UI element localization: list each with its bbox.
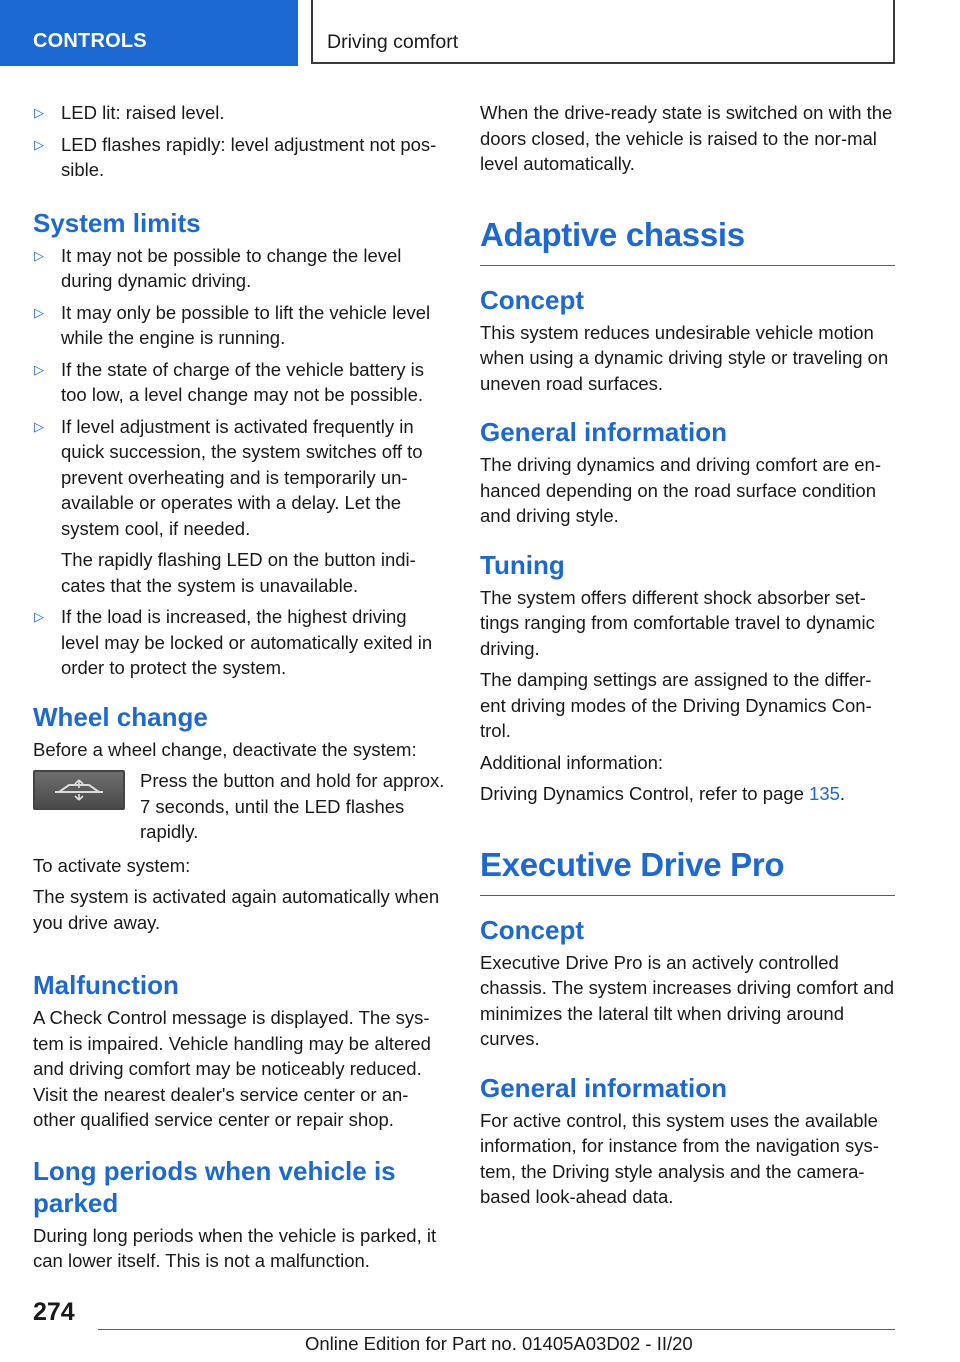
wheel-change-heading: Wheel change xyxy=(33,701,208,732)
list-item: ▷ It may not be possible to change the level during dynamic driving. xyxy=(34,244,402,291)
activate-label: To activate system: xyxy=(33,854,191,876)
additional-info-label: Additional information: xyxy=(480,751,664,773)
triangle-right-icon: ▷ xyxy=(34,361,44,377)
normal-level-text: When the drive-ready state is switched on with the doors closed, the vehicle is raised to the nor-mal level automatically. xyxy=(480,102,893,174)
triangle-right-icon: ▷ xyxy=(34,418,44,434)
list-item: ▷ LED lit: raised level. xyxy=(33,100,448,126)
triangle-right-icon: ▷ xyxy=(34,105,44,120)
executive-concept-heading: Concept xyxy=(480,914,584,945)
adaptive-concept-heading: Concept xyxy=(480,284,584,315)
button-hold-text: Press the button and hold for approx. 7 seconds, until the LED flashes rapidly. xyxy=(140,770,445,842)
right-column xyxy=(480,100,895,1216)
adaptive-chassis-title: Adaptive chassis xyxy=(480,213,895,266)
footer-divider xyxy=(98,1329,895,1330)
vehicle-level-button-icon xyxy=(33,770,125,810)
long-parked-heading: Long periods when vehicle is parked xyxy=(33,1155,396,1218)
page-number: 274 xyxy=(33,1298,75,1326)
wheel-change-intro: Before a wheel change, deactivate the system: xyxy=(33,738,417,760)
led-note: The rapidly flashing LED on the button indi-cates that the system is unavailable. xyxy=(61,549,416,596)
malfunction-heading: Malfunction xyxy=(33,970,179,1000)
led-status-list xyxy=(33,100,448,183)
tuning-heading: Tuning xyxy=(480,549,565,580)
list-item: ▷ If the state of charge of the vehicle battery is too low, a level change may not be possible. xyxy=(34,358,425,405)
list-item: ▷ If level adjustment is activated frequently in quick succession, the system switches off to prevent overheating and is temporarily un-available or operates with a delay. Let the system cool, if needed. The rapidly flashing LED on the button indi-cates that the system is unavailable. xyxy=(33,414,448,599)
executive-drive-pro-title: Executive Drive Pro xyxy=(480,843,895,896)
left-column xyxy=(33,100,448,1280)
page-reference-link[interactable]: 135 xyxy=(809,783,840,804)
list-item: ▷ If the load is increased, the highest driving level may be locked or automatically exited in order to protect the system. xyxy=(34,606,433,678)
executive-general-heading: General information xyxy=(480,1072,728,1103)
executive-concept-text: Executive Drive Pro is an actively controlled chassis. The system increases driving comfort and minimizes the lateral tilt when driving around curves. xyxy=(480,951,895,1049)
list-item: ▷ It may only be possible to lift the vehicle level while the engine is running. xyxy=(34,301,431,348)
executive-general-text: For active control, this system uses the available information, for instance from the navigation sys-tem, the Driving style analysis and the camera-based look-ahead data. xyxy=(480,1109,879,1207)
edition-text: Online Edition for Part no. 01405A03D02 - II/20 xyxy=(305,1333,693,1354)
button-instruction xyxy=(33,770,448,845)
reference-line: Driving Dynamics Control, refer to page 135. xyxy=(480,783,846,804)
system-limits-list xyxy=(33,243,448,681)
list-item: ▷ LED flashes rapidly: level adjustment not pos-sible. xyxy=(34,133,437,180)
tuning-text-2: The damping settings are assigned to the differ-ent driving modes of the Driving Dynamics Con-trol. xyxy=(480,669,872,741)
long-parked-text: During long periods when the vehicle is parked, it can lower itself. This is not a malfunction. xyxy=(33,1224,437,1271)
triangle-right-icon: ▷ xyxy=(34,136,44,152)
adaptive-concept-text: This system reduces undesirable vehicle motion when using a dynamic driving style or traveling on uneven road surfaces. xyxy=(480,321,889,394)
page-header xyxy=(0,0,960,68)
triangle-right-icon: ▷ xyxy=(34,247,44,263)
adaptive-general-text: The driving dynamics and driving comfort are en-hanced depending on the road surface condition and driving style. xyxy=(480,454,882,526)
chapter-title: Driving comfort xyxy=(311,0,895,64)
triangle-right-icon: ▷ xyxy=(34,609,44,624)
triangle-right-icon: ▷ xyxy=(34,304,44,320)
tuning-text-1: The system offers different shock absorber set-tings ranging from comfortable travel to dynamic driving. xyxy=(480,586,875,659)
malfunction-text: A Check Control message is displayed. The sys-tem is impaired. Vehicle handling may be altered and driving comfort may be noticeably reduced. Visit the nearest dealer's service center or an-other qualified service center or repair shop. xyxy=(33,1007,431,1130)
system-limits-heading: System limits xyxy=(33,207,201,238)
section-tab: CONTROLS xyxy=(0,0,298,66)
adaptive-general-heading: General information xyxy=(480,417,728,447)
auto-activate-text: The system is activated again automatically when you drive away. xyxy=(33,886,440,933)
